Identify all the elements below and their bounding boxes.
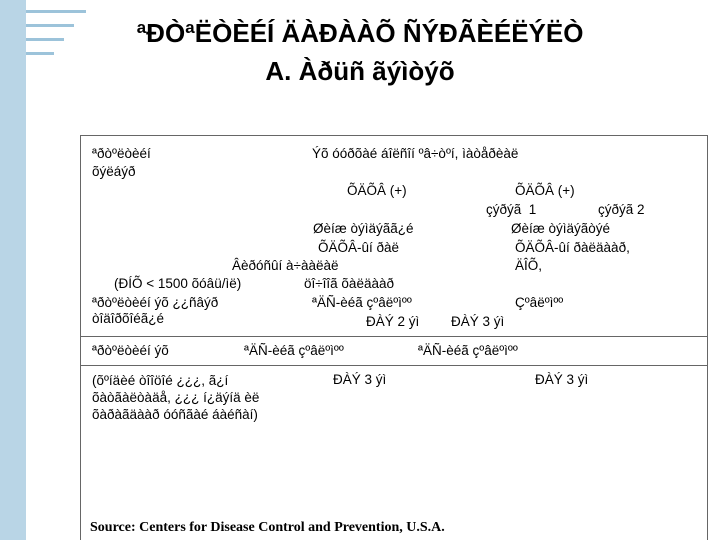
row2-c3: ªÄÑ-èéã çºâëºìºº <box>418 343 518 358</box>
row1-c10: ÄÎÕ, <box>515 258 543 273</box>
row3-c3: ÐÀÝ 3 ýì <box>535 372 589 387</box>
source-note: Source: Centers for Disease Control and Prevention, U.S.A. <box>90 520 445 535</box>
row1-c5: Øèíæ òýìäýãã¿é <box>313 221 414 236</box>
row2-c2: ªÄÑ-èéã çºâëºìºº <box>244 343 344 358</box>
row1-c1: ÕÄÕÂ (+) <box>347 183 407 198</box>
slide-subtitle: A. Àðüñ ãýìòýõ <box>265 56 455 86</box>
row1-c7: ÕÄÕÂ-ûí ðàë <box>318 240 400 255</box>
row1-c12: öî÷îîã õàëäààð <box>304 276 394 291</box>
row1-c8: ÕÄÕÂ-ûí ðàëäààð, <box>515 240 630 255</box>
row1-c13: ªðòºëòèéí ýõ ¿¿ñâýð òîäîðõîéã¿é <box>92 295 219 326</box>
header-left-line2: õýëáýð <box>92 164 136 179</box>
row2-c1: ªðòºëòèéí ýõ <box>92 343 169 358</box>
header-left-line1: ªðòºëòèéí <box>92 146 151 161</box>
row1-c4: çýðýã 2 <box>598 202 645 217</box>
row1-c17: ÐÀÝ 3 ýì <box>451 314 505 329</box>
row1-c16: ÐÀÝ 2 ýì <box>366 314 420 329</box>
row3-c2: ÐÀÝ 3 ýì <box>333 372 387 387</box>
row1-c6: Øèíæ òýìäýãòýé <box>511 221 611 236</box>
slide-title: ªÐÒªËÒÈÉÍ ÄÀÐÀÀÕ ÑÝÐÃÈÉËÝËÒ <box>136 18 584 48</box>
table-divider <box>80 336 708 337</box>
row1-c14: ªÄÑ-èéã çºâëºìºº <box>312 295 412 310</box>
row1-c11: (ÐÍÕ < 1500 õóâü/ìë) <box>114 276 242 291</box>
row1-c15: Çºâëºìºº <box>515 295 564 310</box>
row1-c3: çýðýã 1 <box>486 202 537 217</box>
row1-c9: Âèðóñûí à÷ààëàë <box>232 258 339 273</box>
table-divider <box>80 365 708 366</box>
row3-text: (õºíäèé òîîöîé ¿¿¿, ã¿í õàòãàëòàäå, ¿¿¿ í¿äýíä èë õàðàãäààð óóñãàé áàéñàí) <box>92 373 260 422</box>
row1-c2: ÕÄÕÂ (+) <box>515 183 575 198</box>
header-right: Ýõ óóðõàé áîëñîí ºâ÷òºí, ìàòåðèàë <box>312 146 519 161</box>
